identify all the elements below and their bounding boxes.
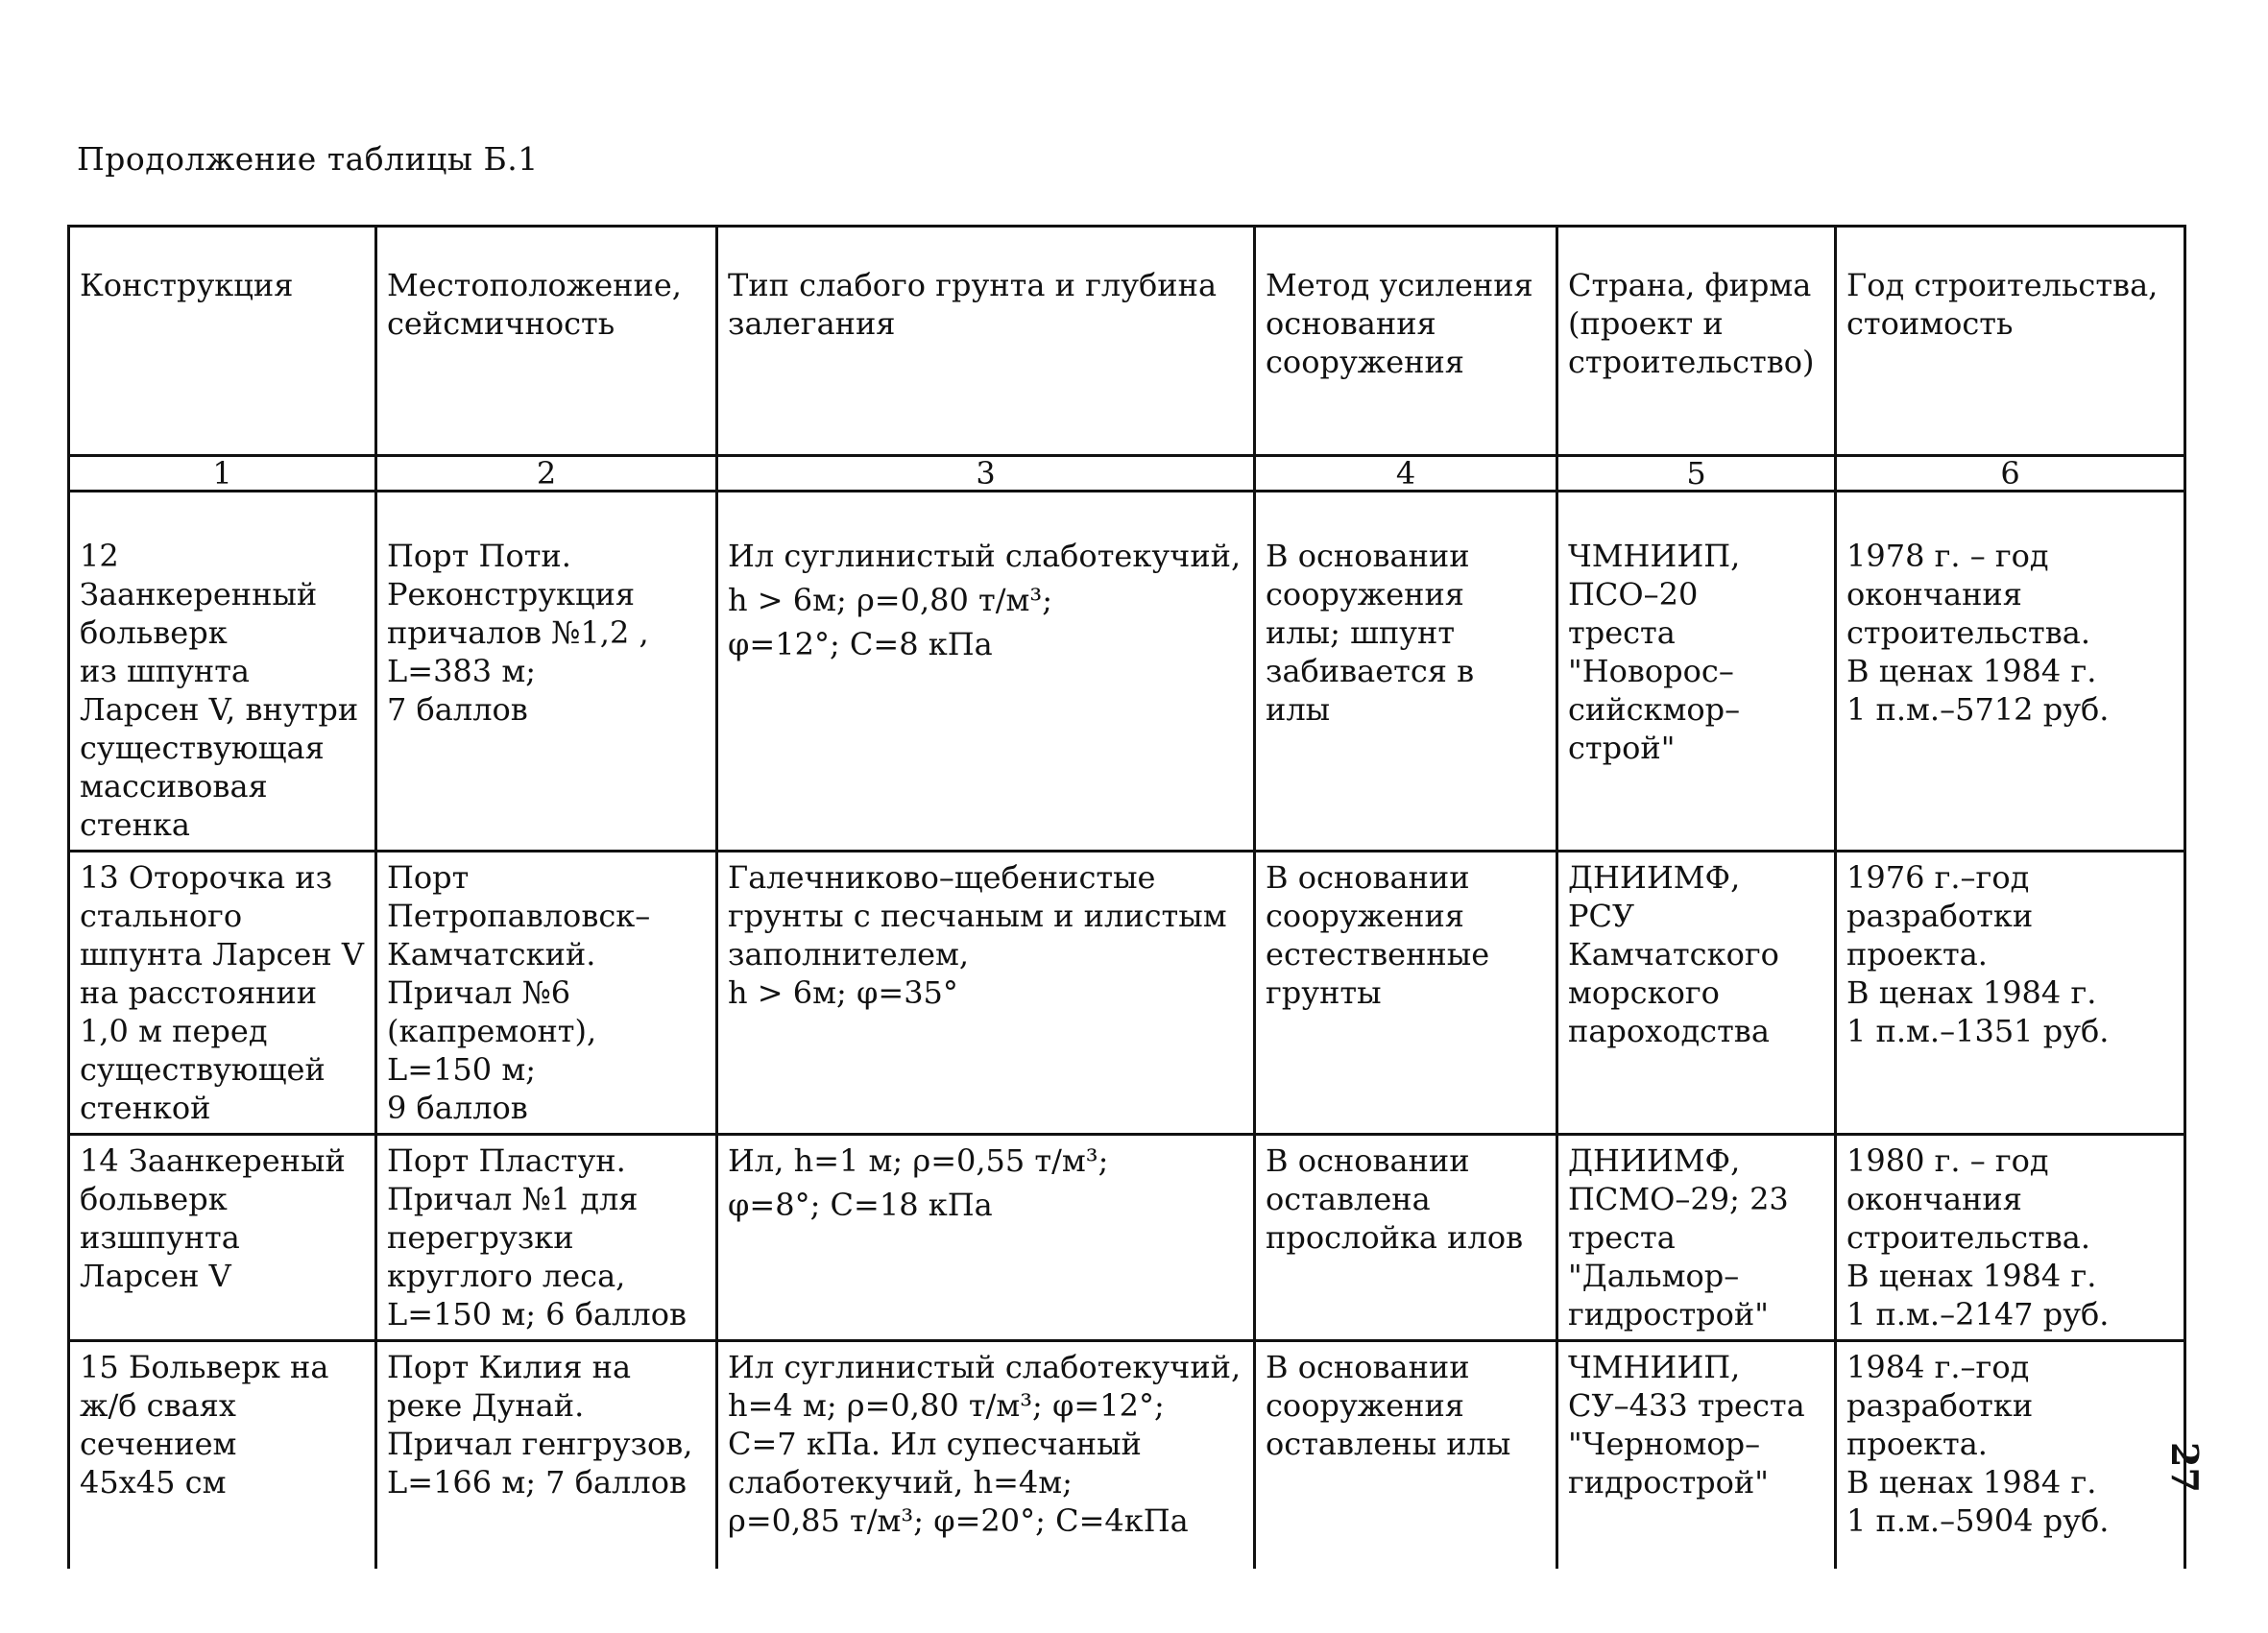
cell-line: ж/б сваях (80, 1387, 236, 1424)
cell-line: существующей (80, 1051, 326, 1088)
cell-line: проекта. (1846, 936, 1988, 973)
cell-line: Порт Килия на (387, 1349, 632, 1385)
cell-line: РСУ (1568, 898, 1635, 934)
cell-line: ПСО–20 (1568, 576, 1699, 612)
cell-location (376, 852, 717, 1135)
cell-line: сооружения (1266, 1387, 1464, 1424)
cell-line: L=150 м; 6 баллов (387, 1296, 687, 1333)
cell-line: 1 п.м.–2147 руб. (1846, 1296, 2110, 1333)
column-number-row (69, 456, 2185, 492)
cell-line: стенка (80, 806, 190, 843)
cell-line: строительства. (1846, 1219, 2090, 1256)
cell-line: Причал №1 для (387, 1181, 639, 1217)
column-number: 4 (1255, 456, 1557, 492)
column-number: 6 (1836, 456, 2185, 492)
cell-line: 7 баллов (387, 691, 528, 728)
cell-line: заполнителем, (728, 936, 970, 973)
cell-line: слаботекучий, h=4м; (728, 1464, 1073, 1501)
cell-line: массивовая (80, 768, 268, 804)
cell-line: Ларсен V (80, 1258, 231, 1294)
cell-year-cost (1836, 1135, 2185, 1341)
cell-line: сооружения (1266, 898, 1464, 934)
header-cell-soil-type: Тип слабого грунта и глубина залегания (717, 227, 1255, 456)
cell-construction (69, 1341, 376, 1570)
cell-line: морского (1568, 974, 1720, 1011)
cell-year-cost (1836, 1341, 2185, 1570)
cell-line: φ=12°; C=8 кПа (728, 626, 993, 662)
cell-line: шпунта Ларсен V (80, 936, 364, 973)
cell-method (1255, 1341, 1557, 1570)
cell-year-cost (1836, 852, 2185, 1135)
cell-line: 1978 г. – год (1846, 538, 2049, 574)
cell-line: Причал генгрузов, (387, 1426, 693, 1462)
cell-line: 1976 г.–год (1846, 859, 2030, 896)
cell-line: В основании (1266, 859, 1470, 896)
cell-line: окончания (1846, 576, 2022, 612)
cell-soil-type (717, 1135, 1255, 1341)
cell-company (1557, 1135, 1836, 1341)
cell-line: 1984 г.–год (1846, 1349, 2030, 1385)
cell-line: C=7 кПа. Ил супесчаный (728, 1426, 1142, 1462)
cell-construction (69, 852, 376, 1135)
cell-line: илы (1266, 691, 1331, 728)
cell-line: изшпунта (80, 1219, 240, 1256)
cell-line: оставлены илы (1266, 1426, 1511, 1462)
cell-location (376, 1341, 717, 1570)
cell-company (1557, 1341, 1836, 1570)
cell-location (376, 1135, 717, 1341)
column-number: 1 (69, 456, 376, 492)
cell-line: 15 Больверк на (80, 1349, 329, 1385)
cell-line: 9 баллов (387, 1090, 528, 1126)
column-number: 5 (1557, 456, 1836, 492)
cell-line: строй" (1568, 730, 1676, 766)
cell-line: L=150 м; (387, 1051, 536, 1088)
cell-line: Камчатского (1568, 936, 1779, 973)
cell-line: прослойка илов (1266, 1219, 1524, 1256)
table-row (69, 1341, 2185, 1570)
cell-line: реке Дунай. (387, 1387, 585, 1424)
cell-line: 1,0 м перед (80, 1013, 268, 1049)
cell-line: треста (1568, 1219, 1676, 1256)
cell-line: 1 п.м.–5904 руб. (1846, 1502, 2110, 1539)
cell-line: разработки (1846, 898, 2034, 934)
cell-line: Ил суглинистый слаботекучий, (728, 1349, 1242, 1385)
cell-soil-type (717, 1341, 1255, 1570)
cell-line: 1 п.м.–5712 руб. (1846, 691, 2110, 728)
header-cell-location: Местоположение, сейсмичность (376, 227, 717, 456)
column-number: 3 (717, 456, 1255, 492)
header-cell-method: Метод усиления основания сооружения (1255, 227, 1557, 456)
cell-line: 13 Оторочка из (80, 859, 333, 896)
cell-line: В ценах 1984 г. (1846, 974, 2097, 1011)
cell-line: h > 6м; ρ=0,80 т/м³; (728, 582, 1052, 618)
cell-line: L=383 м; (387, 653, 536, 689)
cell-line: грунты (1266, 974, 1382, 1011)
column-number: 2 (376, 456, 717, 492)
cell-line: пароходства (1568, 1013, 1770, 1049)
cell-line: "Новорос– (1568, 653, 1734, 689)
cell-line: Ларсен V, внутри (80, 691, 359, 728)
cell-line: круглого леса, (387, 1258, 626, 1294)
cell-line: 12 Заанкеренный (80, 538, 318, 612)
table-row (69, 1135, 2185, 1341)
cell-line: ЧМНИИП, (1568, 1349, 1741, 1385)
cell-method (1255, 492, 1557, 852)
cell-line: перегрузки (387, 1219, 574, 1256)
cell-line: больверк (80, 614, 228, 651)
cell-line: φ=8°; C=18 кПа (728, 1187, 993, 1223)
cell-line: строительства. (1846, 614, 2090, 651)
cell-line: В ценах 1984 г. (1846, 1464, 2097, 1501)
cell-line: h=4 м; ρ=0,80 т/м³; φ=12°; (728, 1387, 1165, 1424)
cell-line: проекта. (1846, 1426, 1988, 1462)
cell-method (1255, 1135, 1557, 1341)
cell-line: Порт Пластун. (387, 1142, 626, 1179)
cell-line: СУ–433 треста (1568, 1387, 1805, 1424)
cell-line: Ил суглинистый слаботекучий, (728, 538, 1242, 574)
page-number: 27 (2163, 1442, 2207, 1493)
cell-line: Реконструкция (387, 576, 636, 612)
cell-line: гидрострой" (1568, 1296, 1769, 1333)
cell-line: Галечниково–щебенистые (728, 859, 1156, 896)
cell-line: оставлена (1266, 1181, 1431, 1217)
cell-line: на расстоянии (80, 974, 318, 1011)
cell-line: В ценах 1984 г. (1846, 653, 2097, 689)
cell-line: стального (80, 898, 243, 934)
cell-line: причалов №1,2 , (387, 614, 649, 651)
cell-line: гидрострой" (1568, 1464, 1769, 1501)
cell-line: окончания (1846, 1181, 2022, 1217)
cell-line: h > 6м; φ=35° (728, 974, 958, 1011)
cell-line: сийскмор– (1568, 691, 1741, 728)
cell-line: ДНИИМФ, (1568, 1142, 1741, 1179)
cell-construction (69, 492, 376, 852)
cell-line: ЧМНИИП, (1568, 538, 1741, 574)
cell-line: сооружения (1266, 576, 1464, 612)
cell-line: ДНИИМФ, (1568, 859, 1741, 896)
cell-line: сечением (80, 1426, 237, 1462)
cell-line: больверк (80, 1181, 228, 1217)
cell-line: грунты с песчаным и илистым (728, 898, 1227, 934)
cell-line: 14 Заанкереный (80, 1142, 346, 1179)
cell-line: ρ=0,85 т/м³; φ=20°; C=4кПа (728, 1502, 1189, 1539)
cell-construction (69, 1135, 376, 1341)
table-row (69, 492, 2185, 852)
cell-line: илы; шпунт (1266, 614, 1456, 651)
cell-line: 1 п.м.–1351 руб. (1846, 1013, 2110, 1049)
cell-line: В основании (1266, 1142, 1470, 1179)
cell-company (1557, 492, 1836, 852)
header-cell-company: Страна, фирма (проект и строительство) (1557, 227, 1836, 456)
cell-line: (капремонт), (387, 1013, 597, 1049)
cell-line: "Черномор– (1568, 1426, 1761, 1462)
header-cell-construction: Конструкция (69, 227, 376, 456)
cell-line: ПСМО–29; 23 (1568, 1181, 1789, 1217)
cell-line: из шпунта (80, 653, 250, 689)
cell-line: В основании (1266, 1349, 1470, 1385)
cell-soil-type (717, 852, 1255, 1135)
cell-line: В ценах 1984 г. (1846, 1258, 2097, 1294)
cell-line: стенкой (80, 1090, 211, 1126)
cell-line: 45x45 см (80, 1464, 227, 1501)
cell-line: естественные (1266, 936, 1490, 973)
cell-line: Камчатский. (387, 936, 596, 973)
header-cell-year-cost: Год строительства, стоимость (1836, 227, 2185, 456)
cell-location (376, 492, 717, 852)
cell-method (1255, 852, 1557, 1135)
cell-line: "Дальмор– (1568, 1258, 1740, 1294)
table-caption: Продолжение таблицы Б.1 (77, 140, 539, 178)
cell-line: треста (1568, 614, 1676, 651)
cell-line: L=166 м; 7 баллов (387, 1464, 687, 1501)
cell-line: В основании (1266, 538, 1470, 574)
cell-soil-type (717, 492, 1255, 852)
cell-line: Петропавловск– (387, 898, 651, 934)
cell-line: разработки (1846, 1387, 2034, 1424)
header-row (69, 227, 2185, 456)
cell-line: Порт Поти. (387, 538, 571, 574)
cell-year-cost (1836, 492, 2185, 852)
cell-line: Ил, h=1 м; ρ=0,55 т/м³; (728, 1142, 1109, 1179)
cell-line: Порт (387, 859, 470, 896)
data-table (67, 225, 2186, 1569)
table-row (69, 852, 2185, 1135)
cell-line: 1980 г. – год (1846, 1142, 2049, 1179)
cell-line: забивается в (1266, 653, 1475, 689)
cell-line: Причал №6 (387, 974, 571, 1011)
cell-company (1557, 852, 1836, 1135)
cell-line: существующая (80, 730, 325, 766)
